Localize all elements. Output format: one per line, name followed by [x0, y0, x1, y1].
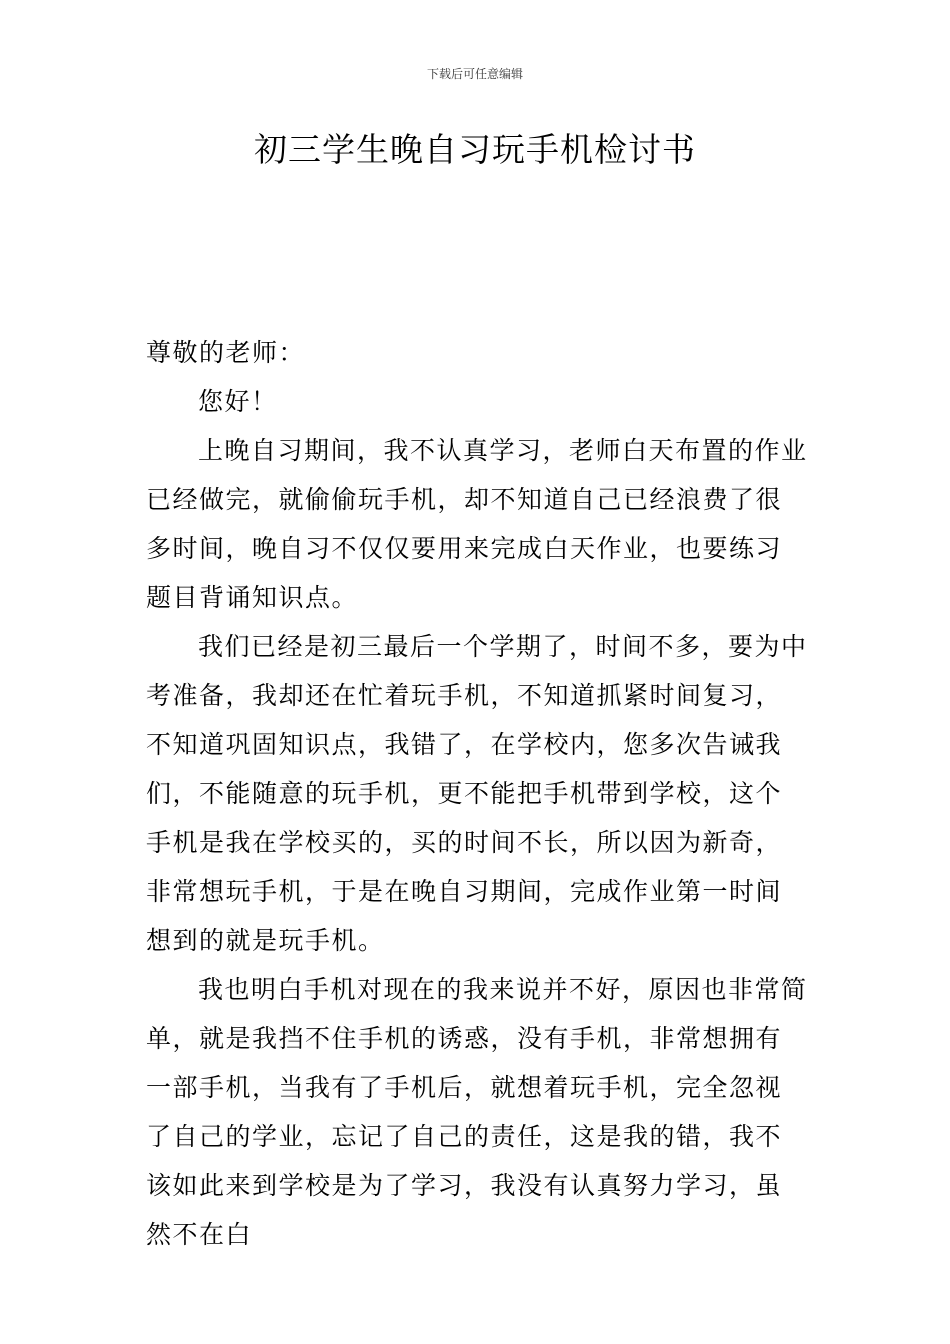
paragraph-3: 我也明白手机对现在的我来说并不好，原因也非常简单，就是我挡不住手机的诱惑，没有手机，非常想拥有一部手机，当我有了手机后，就想着玩手机，完全忽视了自己的学业，忘记了自己的责任，这是我的错，我不该如此来到学校是为了学习，我没有认真努力学习，虽然不在白	[146, 975, 808, 1249]
document-body	[146, 328, 808, 1259]
salutation: 尊敬的老师：	[146, 338, 306, 367]
paragraph-1: 上晚自习期间，我不认真学习，老师白天布置的作业已经做完，就偷偷玩手机，却不知道自己已经浪费了很多时间，晚自习不仅仅要用来完成白天作业，也要练习题目背诵知识点。	[146, 436, 808, 612]
greeting: 您好！	[198, 387, 278, 416]
header-note: 下载后可任意编辑	[426, 67, 523, 81]
document-title: 初三学生晚自习玩手机检讨书	[254, 130, 696, 169]
paragraph-2: 我们已经是初三最后一个学期了，时间不多，要为中考准备，我却还在忙着玩手机，不知道抓紧时间复习，不知道巩固知识点，我错了，在学校内，您多次告诫我们，不能随意的玩手机，更不能把手机带到学校，这个手机是我在学校买的，买的时间不长，所以因为新奇，非常想玩手机，于是在晚自习期间，完成作业第一时间想到的就是玩手机。	[146, 632, 808, 955]
